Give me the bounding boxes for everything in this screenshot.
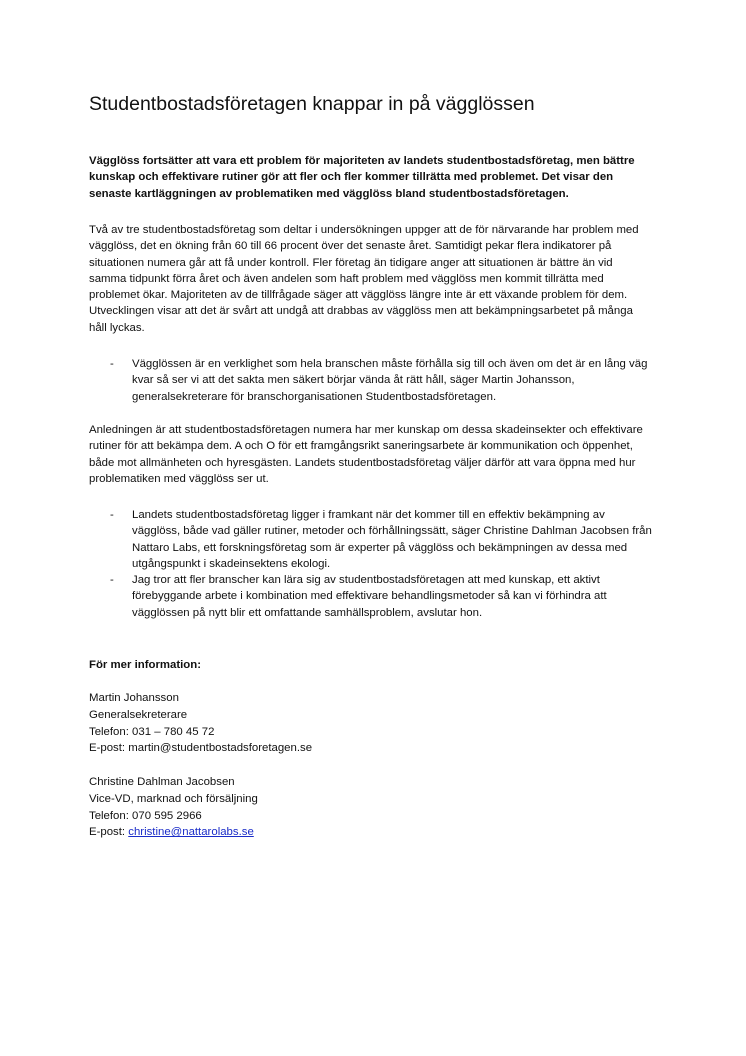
page-title: Studentbostadsföretagen knappar in på vägglössen: [89, 93, 535, 115]
quote-text-martin: Vägglössen är en verklighet som hela branschen måste förhålla sig till och även om det är en lång väg kvar så ser vi att det sakta men säkert börjar vända åt rätt håll, säger Martin Johansson, generalsekreterare för branschorganisationen Studentbostadsföretagen.: [132, 358, 648, 403]
info-heading: För mer information:: [89, 659, 202, 671]
quote-list-2: [89, 507, 659, 621]
contact-email-line: [89, 824, 489, 841]
contact-name: Martin Johansson: [89, 692, 179, 704]
contact-name: Christine Dahlman Jacobsen: [89, 776, 235, 788]
contact-role: Vice-VD, marknad och försäljning: [89, 792, 258, 805]
contact-phone: Telefon: 031 – 780 45 72: [89, 725, 215, 738]
lead-paragraph: Vägglöss fortsätter att vara ett problem för majoriteten av landets studentbostadsföretag, men bättre kunskap och effektivare rutiner gör att fler och fler kommer tillrätta med problemet. Det visar den senaste kartläggningen av problematiken med vägglöss bland studentbostadsföretagen.: [89, 155, 635, 200]
contact-block-christine: [89, 774, 489, 841]
contact-phone: Telefon: 070 595 2966: [89, 809, 202, 822]
email-prefix: E-post:: [89, 826, 129, 839]
body-paragraph-2: Anledningen är att studentbostadsföretagen numera har mer kunskap om dessa skadeinsekter och effektivare rutiner för att bekämpa dem. A och O för ett framgångsrikt saneringsarbete är kommunikation och öppenhet, både mot allmänheten och hyresgästen. Landets studentbostadsföretag väljer därför att vara öppna med hur problematiken med vägglöss ser ut.: [89, 424, 643, 485]
quote-item: [89, 507, 654, 572]
contact-email: martin@studentbostadsforetagen.se: [128, 742, 313, 755]
bullet-dash: -: [110, 574, 114, 587]
quote-item: [89, 572, 654, 621]
quote-item: [89, 356, 654, 405]
contact-block-martin: [89, 690, 489, 757]
quote-list-1: [89, 356, 659, 405]
contact-role: Generalsekreterare: [89, 708, 188, 721]
email-prefix: E-post:: [89, 742, 129, 755]
quote-text-closing: Jag tror att fler branscher kan lära sig av studentbostadsföretagen att med kunskap, ett aktivt förebyggande arbete i kombination med effektivare behandlingsmetoder så kan vi förhindra att vägglössen på nytt blir ett omfattande samhällsproblem, avslutar hon.: [132, 574, 607, 619]
bullet-dash: -: [110, 509, 114, 521]
body-paragraph-1: Två av tre studentbostadsföretag som deltar i undersökningen uppger att de för närvarande har problem med vägglöss, det en ökning från 60 till 66 procent över det senaste året. Samtidigt pekar flera indikatorer på situationen numera går att få under kontroll. Fler företag än tidigare anger att situationen är bättre än vid samma tidpunkt förra året och även andelen som haft problem med vägglöss men kommit tillrätta med problemet ökar. Majoriteten av de tillfrågade säger att vägglöss längre inte är ett växande problem för dem. Utvecklingen visar att det är svårt att undgå att drabbas av vägglöss men att bekämpningsarbetet på många håll lyckas.: [89, 224, 639, 334]
quote-text-christine: Landets studentbostadsföretag ligger i framkant när det kommer till en effektiv bekämpning av vägglöss, både vad gäller rutiner, metoder och förhållningssätt, säger Christine Dahlman Jacobsen från Nattaro Labs, ett forskningsföretag som är experter på vägglöss och bekämpningen av dessa med utgångspunkt i skadeinsektens ekologi.: [132, 509, 652, 570]
bullet-dash: -: [110, 358, 114, 370]
contact-email-line: [89, 740, 489, 757]
email-link[interactable]: christine@nattarolabs.se: [128, 826, 254, 839]
